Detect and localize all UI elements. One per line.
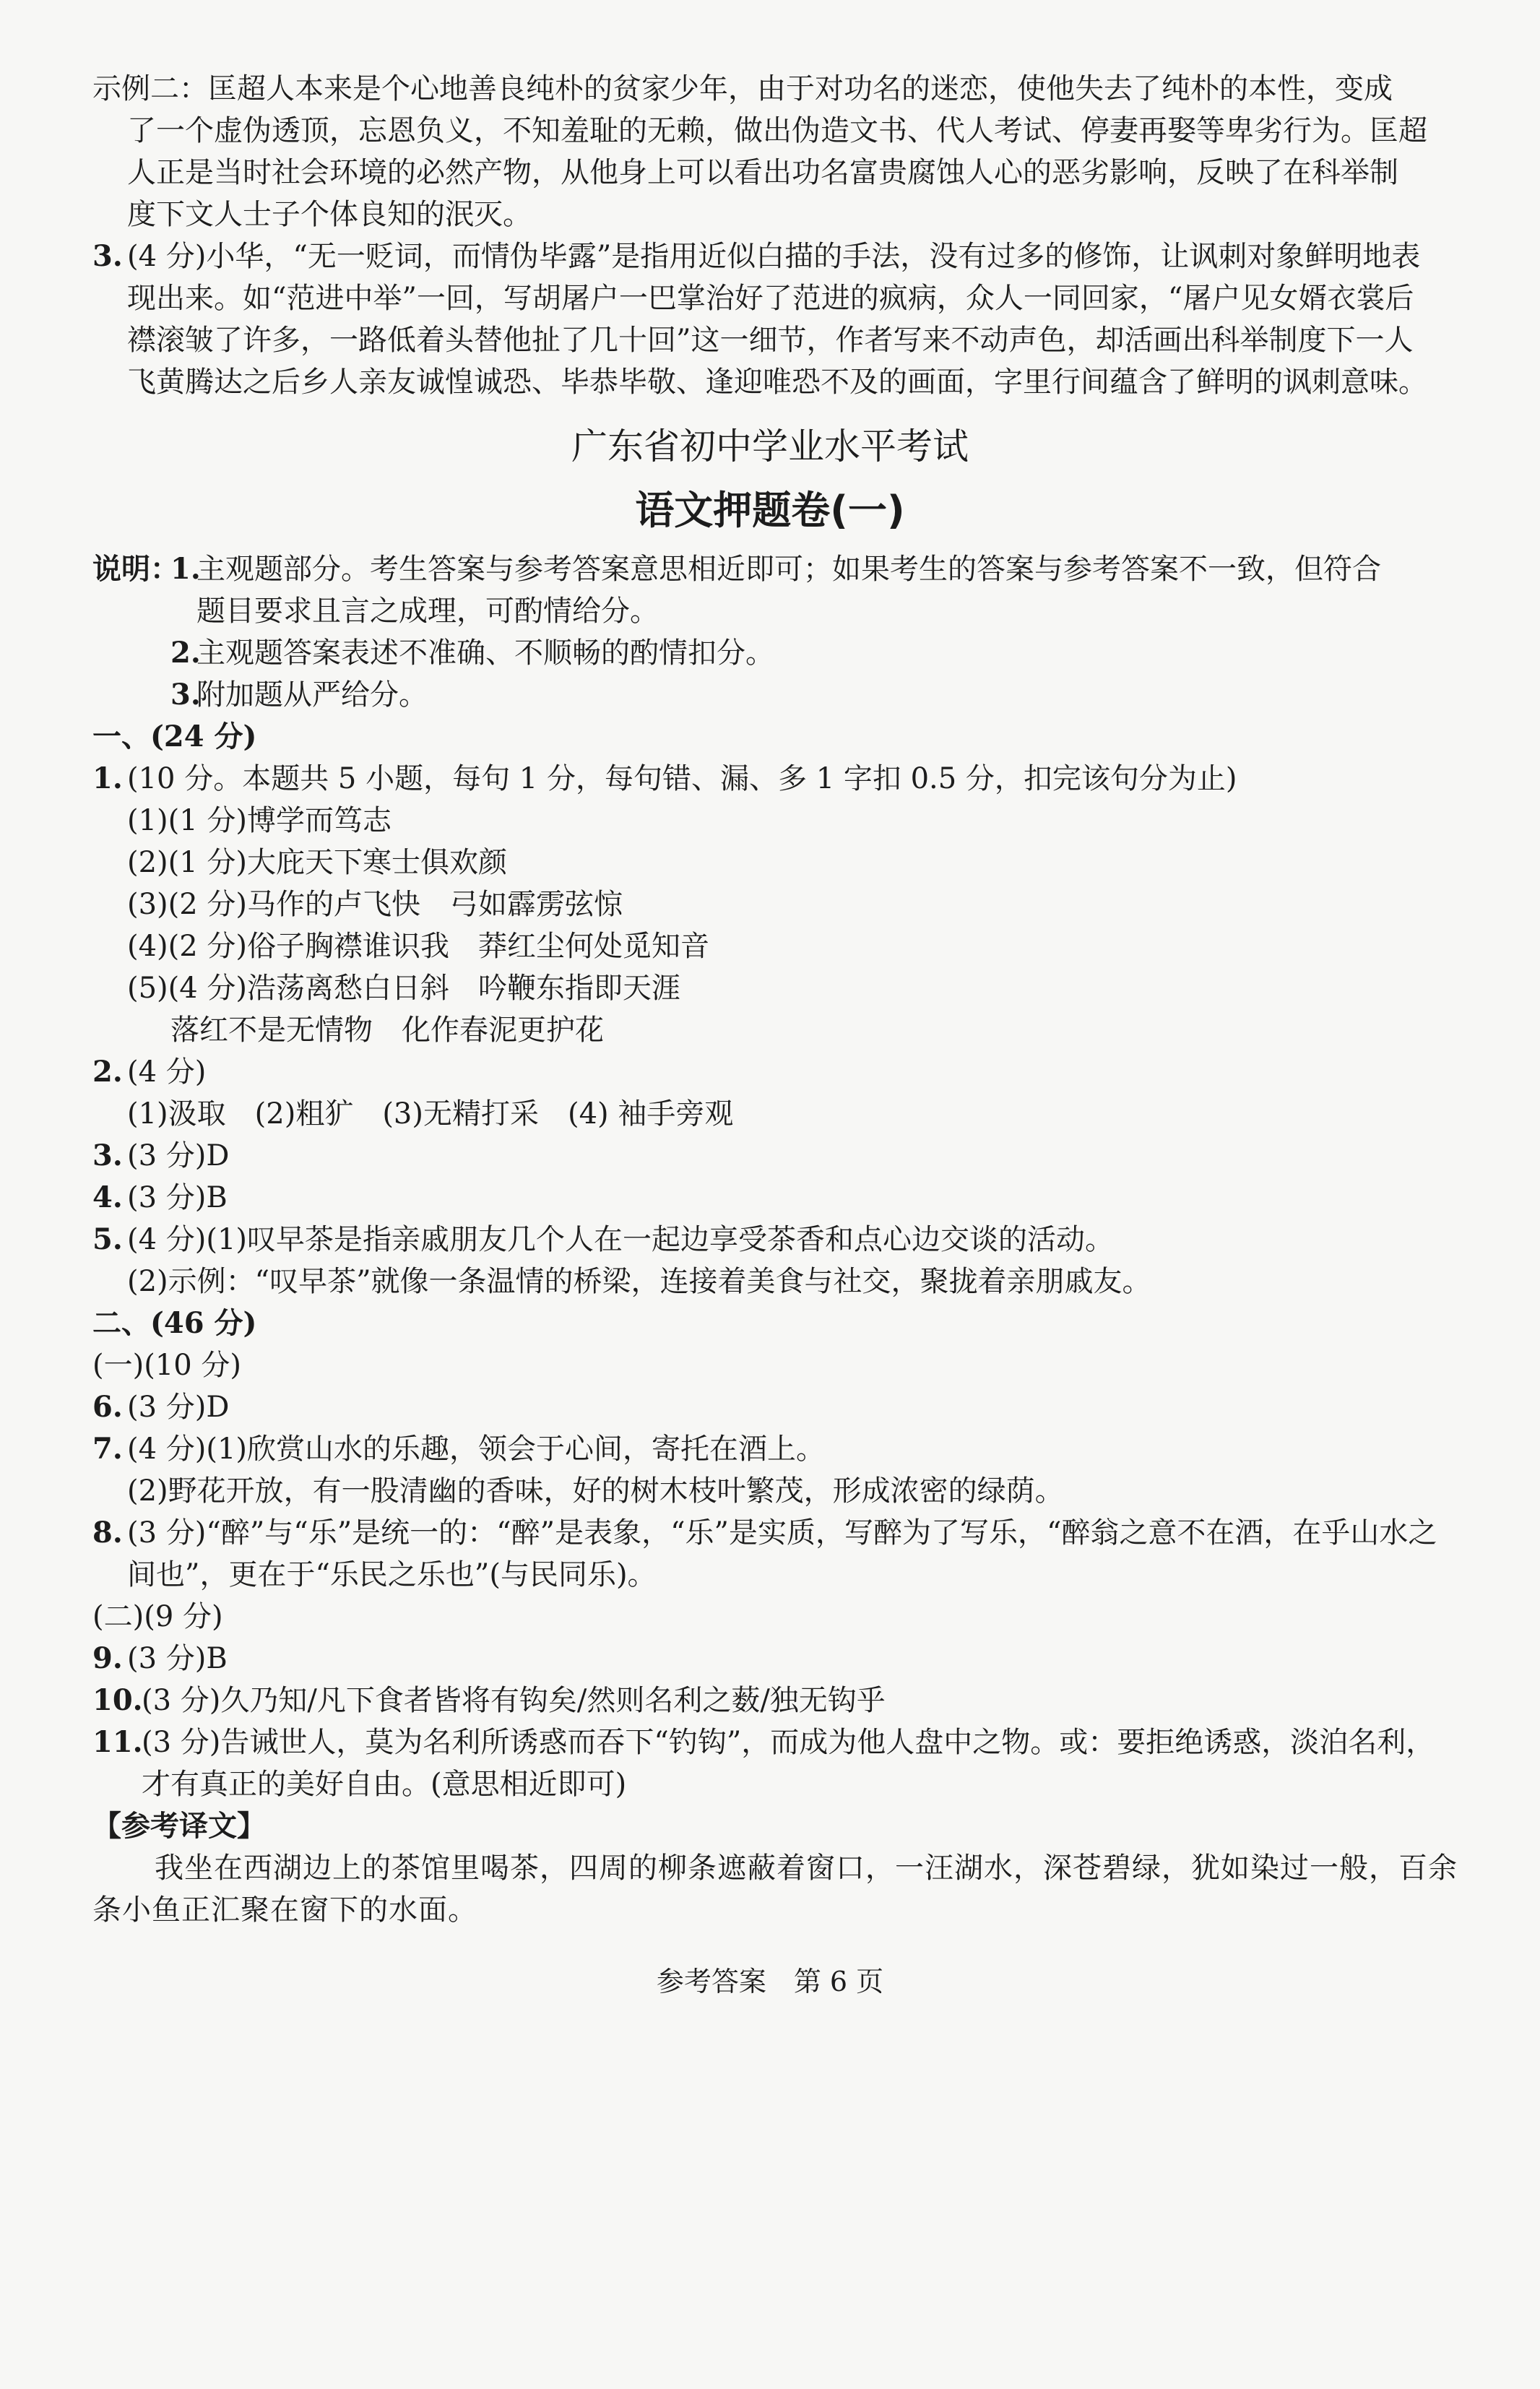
note-2-number: 2. — [170, 636, 201, 670]
translation-label: 【参考译文】 — [92, 1809, 266, 1843]
q7-text: (4 分)(1)欣赏山水的乐趣，领会于心间，寄托在酒上。 — [127, 1433, 826, 1466]
q5-number: 5. — [92, 1222, 123, 1256]
exam-title: 广东省初中学业水平考试 — [571, 425, 969, 467]
q8-line-2: 间也”，更在于“乐民之乐也”(与民同乐)。 — [127, 1558, 657, 1591]
part2-section-1: (一)(10 分) — [92, 1349, 242, 1382]
q3-top-line-2: 现出来。如“范进中举”一回，写胡屠户一巴掌治好了范进的疯病，众人一同回家，“屠户见女婿衣裳后 — [127, 282, 1414, 315]
q3-text: (3 分)D — [127, 1139, 230, 1172]
q3-top-line-3: 襟滚皱了许多，一路低着头替他扯了几十回”这一细节，作者写来不动声色，却活画出科举制度下一人 — [127, 324, 1414, 357]
part1-header: 一、(24 分) — [92, 720, 257, 753]
translation-line-2: 条小鱼正汇聚在窗下的水面。 — [92, 1893, 477, 1927]
q8-number: 8. — [92, 1516, 123, 1550]
q3-top-number: 3. — [92, 239, 123, 273]
note-1-line-1: 主观题部分。考生答案与参考答案意思相近即可；如果考生的答案与参考答案不一致，但符合 — [196, 553, 1381, 586]
q2-answer: (1)汲取 (2)粗犷 (3)无精打采 (4) 袖手旁观 — [127, 1097, 734, 1131]
note-3-number: 3. — [170, 678, 201, 712]
top-line-2: 了一个虚伪透顶，忘恩负义，不知羞耻的无赖，做出伪造文书、代人考试、停妻再娶等卑劣行为。匡超 — [127, 114, 1427, 147]
part2-section-2: (二)(9 分) — [92, 1600, 223, 1633]
q5-part2: (2)示例：“叹早茶”就像一条温情的桥梁，连接着美食与社交，聚拢着亲朋戚友。 — [127, 1265, 1151, 1298]
q1-item-5-extra: 落红不是无情物 化作春泥更护花 — [170, 1014, 604, 1047]
page-footer: 参考答案 第 6 页 — [656, 1966, 884, 1997]
translation-line-1: 我坐在西湖边上的茶馆里喝茶，四周的柳条遮蔽着窗口，一汪湖水，深苍碧绿，犹如染过一般，百余 — [155, 1852, 1458, 1885]
q4-text: (3 分)B — [127, 1181, 228, 1214]
q11-line-2: 才有真正的美好自由。(意思相近即可) — [142, 1768, 627, 1801]
q2-text: (4 分) — [127, 1055, 207, 1089]
q9-text: (3 分)B — [127, 1642, 228, 1675]
q7-number: 7. — [92, 1432, 123, 1466]
q4-number: 4. — [92, 1180, 123, 1214]
q6-text: (3 分)D — [127, 1391, 230, 1424]
notes-label: 说明： — [92, 552, 179, 586]
q6-number: 6. — [92, 1390, 123, 1424]
q10-number: 10. — [92, 1683, 143, 1717]
top-line-4: 度下文人士子个体良知的泯灭。 — [127, 198, 532, 231]
q11-number: 11. — [92, 1725, 143, 1759]
paper-subtitle: 语文押题卷(一) — [635, 488, 905, 533]
q9-number: 9. — [92, 1641, 123, 1675]
q1-item-2: (2)(1 分)大庇天下寒士俱欢颜 — [127, 846, 508, 879]
note-1-number: 1. — [170, 552, 201, 586]
top-line-1: 示例二：匡超人本来是个心地善良纯朴的贫家少年，由于对功名的迷恋，使他失去了纯朴的本性，变成 — [92, 72, 1393, 105]
part2-header: 二、(46 分) — [92, 1306, 257, 1340]
note-1-line-2: 题目要求且言之成理，可酌情给分。 — [196, 595, 659, 628]
q3-top-line-4: 飞黄腾达之后乡人亲友诚惶诚恐、毕恭毕敬、逢迎唯恐不及的画面，字里行间蕴含了鲜明的讽刺意味。 — [127, 366, 1427, 399]
q1-text: (10 分。本题共 5 小题，每句 1 分，每句错、漏、多 1 字扣 0.5 分，扣完该句分为止) — [127, 762, 1237, 795]
q5-text: (4 分)(1)叹早茶是指亲戚朋友几个人在一起边享受茶香和点心边交谈的活动。 — [127, 1223, 1115, 1256]
q1-item-5: (5)(4 分)浩荡离愁白日斜 吟鞭东指即天涯 — [127, 972, 681, 1005]
q1-item-4: (4)(2 分)俗子胸襟谁识我 莽红尘何处觅知音 — [127, 930, 710, 963]
q3-number: 3. — [92, 1139, 123, 1172]
q7-part2: (2)野花开放，有一股清幽的香味，好的树木枝叶繁茂，形成浓密的绿荫。 — [127, 1474, 1064, 1508]
q1-item-3: (3)(2 分)马作的卢飞快 弓如霹雳弦惊 — [127, 888, 623, 921]
q8-line-1: (3 分)“醉”与“乐”是统一的：“醉”是表象，“乐”是实质，写醉为了写乐，“醉翁之意不在酒，在乎山水之 — [127, 1516, 1437, 1550]
q10-text: (3 分)久乃知/凡下食者皆将有钩矣/然则名利之薮/独无钩乎 — [142, 1684, 886, 1717]
note-2-text: 主观题答案表述不准确、不顺畅的酌情扣分。 — [196, 636, 774, 670]
top-line-3: 人正是当时社会环境的必然产物，从他身上可以看出功名富贵腐蚀人心的恶劣影响，反映了在科举制 — [127, 156, 1398, 189]
q1-item-1: (1)(1 分)博学而笃志 — [127, 804, 392, 837]
q2-number: 2. — [92, 1055, 123, 1089]
q1-number: 1. — [92, 761, 123, 795]
note-3-text: 附加题从严给分。 — [196, 678, 428, 712]
q11-line-1: (3 分)告诫世人，莫为名利所诱惑而吞下“钓钩”，而成为他人盘中之物。或：要拒绝诱惑，淡泊名利， — [142, 1726, 1435, 1759]
q3-top-line-1: (4 分)小华，“无一贬词，而情伪毕露”是指用近似白描的手法，没有过多的修饰，让讽刺对象鲜明地表 — [127, 240, 1421, 273]
